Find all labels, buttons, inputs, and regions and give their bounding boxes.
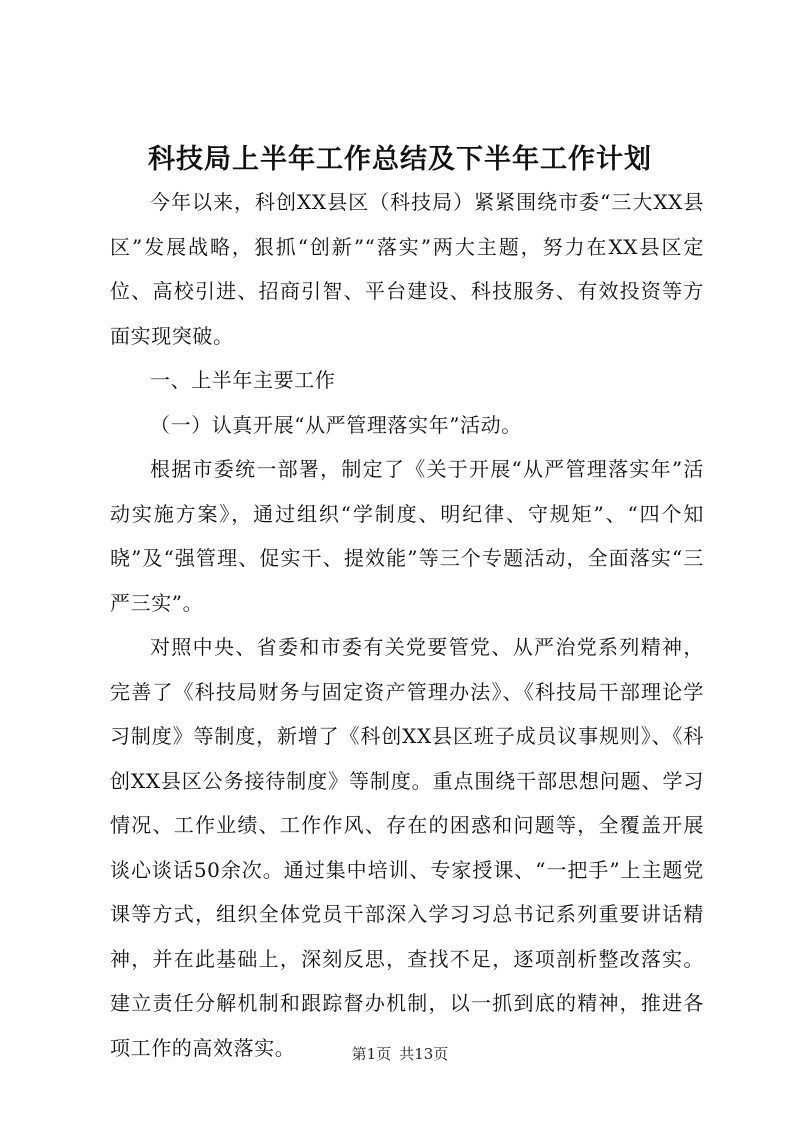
body-paragraph: 根据市委统一部署，制定了《关于开展“从严管理落实年”活动实施方案》，通过组织“学制度、明纪律、守规矩”、“四个知晓”及“强管理、促实干、提效能”等三个专题活动，全面落实“三严三实”。 [110,457,704,615]
body-paragraph: 对照中央、省委和市委有关党要管党、从严治党系列精神，完善了《科技局财务与固定资产管理办法》、《科技局干部理论学习制度》等制度，新增了《科创XX县区班子成员议事规则》、《科创XX县区公务接待制度》等制度。重点围绕干部思想问题、学习情况、工作业绩、工作作风、存在的困惑和问题等，全覆盖开展谈心谈话50余次。通过集中培训、专家授课、“一把手”上主题党课等方式，组织全体党员干部深入学习习总书记系列重要讲话精神，并在此基础上，深刻反思，查找不足，逐项剖析整改落实。建立责任分解机制和跟踪督办机制，以一抓到底的精神，推进各项工作的高效落实。 [110,635,704,1060]
section-heading: 一、上半年主要工作 [150,368,336,392]
document-body [110,180,704,1070]
page-number: 第1页 [351,1045,392,1063]
page-footer [0,1044,800,1064]
document-title: 科技局上半年工作总结及下半年工作计划 [148,144,652,175]
intro-paragraph: 今年以来，科创XX县区（科技局）紧紧围绕市委“三大XX县区”发展战略，狠抓“创新”“落实”两大主题，努力在XX县区定位、高校引进、招商引智、平台建设、科技服务、有效投资等方面实现突破。 [110,190,704,348]
subsection-heading: （一）认真开展“从严管理落实年”活动。 [150,412,522,437]
page-total: 共13页 [399,1045,449,1063]
